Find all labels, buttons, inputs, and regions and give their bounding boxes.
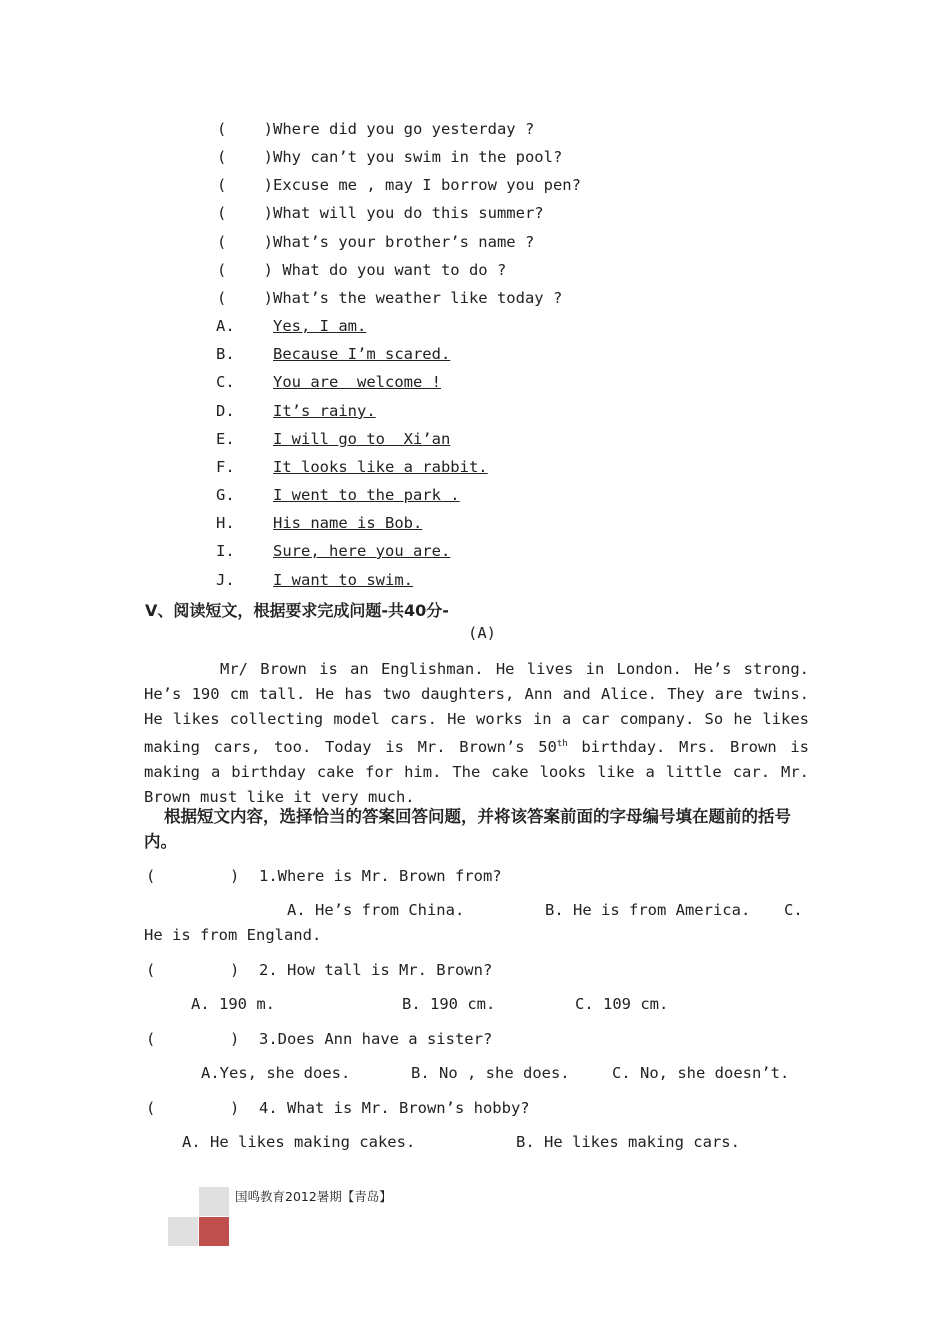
reading-question-text: 3.Does Ann have a sister?: [259, 1030, 493, 1048]
question-line: [217, 120, 534, 138]
reading-question: [146, 867, 502, 885]
reading-option: B. He is from America.: [545, 901, 751, 919]
option-text: I want to swim.: [273, 571, 413, 589]
option-line: [216, 542, 450, 560]
answer-bracket[interactable]: ( ): [146, 961, 240, 979]
option-letter: C.: [216, 373, 235, 391]
reading-question: [146, 961, 492, 979]
option-text: It looks like a rabbit.: [273, 458, 488, 476]
option-line: [216, 486, 460, 504]
option-letter: B.: [216, 345, 235, 363]
question-text: Where did you go yesterday ?: [273, 120, 535, 138]
reading-option: B. He likes making cars.: [516, 1133, 740, 1151]
question-line: [217, 289, 562, 307]
footer-decor-square: [168, 1217, 198, 1246]
option-line: [216, 458, 488, 476]
reading-option: He is from England.: [144, 926, 322, 944]
option-line: [216, 430, 450, 448]
option-line: [216, 373, 441, 391]
passage-text-continued: birthday. Mrs. Brown is making a birthday cake for him. The cake looks like a little car. Mr. Brown must like it very much.: [144, 738, 809, 807]
reading-option: A.Yes, she does.: [201, 1064, 351, 1082]
option-letter: G.: [216, 486, 235, 504]
option-line: [216, 402, 376, 420]
answer-bracket[interactable]: ( ): [217, 176, 273, 194]
passage-superscript: th: [556, 739, 568, 749]
option-letter: I.: [216, 542, 235, 560]
answer-bracket[interactable]: ( ): [146, 1099, 240, 1117]
reading-option: B. 190 cm.: [402, 995, 496, 1013]
option-text: Yes, I am.: [273, 317, 367, 335]
option-letter: J.: [216, 571, 235, 589]
reading-question-text: 4. What is Mr. Brown’s hobby?: [259, 1099, 530, 1117]
reading-passage: [144, 657, 809, 810]
reading-question: [146, 1030, 492, 1048]
section-title: Ⅴ、阅读短文，根据要求完成问题-共40分-: [145, 601, 449, 620]
reading-option: A. 190 m.: [191, 995, 275, 1013]
option-text: It’s rainy.: [273, 402, 376, 420]
option-text: I will go to Xi’an: [273, 430, 451, 448]
question-text: What’s the weather like today ?: [273, 289, 563, 307]
question-line: [217, 233, 534, 251]
reading-option: B. No , she does.: [411, 1064, 570, 1082]
option-text: I went to the park .: [273, 486, 460, 504]
option-line: [216, 514, 422, 532]
passage-text: Mr/ Brown is an Englishman. He lives in London. He’s strong. He’s 190 cm tall. He has two daughters, Ann and Alice. They are twins. He likes collecting model cars. He works in a car company. So he likes making cars, too. Today is Mr. Brown’s 50: [144, 660, 809, 757]
option-line: [216, 317, 366, 335]
footer-decor-square: [199, 1187, 229, 1216]
question-text: What do you want to do ?: [273, 261, 507, 279]
reading-question: [146, 1099, 530, 1117]
question-text: What’s your brother’s name ?: [273, 233, 535, 251]
reading-question-text: 2. How tall is Mr. Brown?: [259, 961, 493, 979]
question-line: [217, 148, 562, 166]
passage-label: (A): [468, 624, 496, 642]
option-letter: D.: [216, 402, 235, 420]
reading-option: C. No, she doesn’t.: [612, 1064, 790, 1082]
reading-option: A. He’s from China.: [287, 901, 465, 919]
option-text: His name is Bob.: [273, 514, 423, 532]
answer-bracket[interactable]: ( ): [217, 148, 273, 166]
footer-text: 国鸣教育2012暑期【青岛】: [235, 1189, 392, 1204]
option-letter: H.: [216, 514, 235, 532]
option-text: You are welcome !: [273, 373, 441, 391]
answer-bracket[interactable]: ( ): [217, 289, 273, 307]
question-text: Excuse me , may I borrow you pen?: [273, 176, 581, 194]
reading-option: C.: [784, 901, 803, 919]
question-text: What will you do this summer?: [273, 204, 544, 222]
answer-bracket[interactable]: ( ): [146, 1030, 240, 1048]
question-text: Why can’t you swim in the pool?: [273, 148, 563, 166]
option-line: [216, 345, 450, 363]
footer-accent-square: [199, 1217, 229, 1246]
answer-bracket[interactable]: ( ): [217, 120, 273, 138]
instruction-text: [144, 804, 809, 854]
option-letter: E.: [216, 430, 235, 448]
answer-bracket[interactable]: ( ): [217, 233, 273, 251]
answer-bracket[interactable]: ( ): [146, 867, 240, 885]
reading-question-text: 1.Where is Mr. Brown from?: [259, 867, 502, 885]
answer-bracket[interactable]: ( ): [217, 261, 273, 279]
question-line: [217, 204, 544, 222]
reading-option: A. He likes making cakes.: [182, 1133, 416, 1151]
option-line: [216, 571, 413, 589]
question-line: [217, 176, 581, 194]
option-text: Because I’m scared.: [273, 345, 451, 363]
option-letter: A.: [216, 317, 235, 335]
option-letter: F.: [216, 458, 235, 476]
instruction-body: 根据短文内容，选择恰当的答案回答问题，并将该答案前面的字母编号填在题前的括号内。: [144, 807, 791, 851]
answer-bracket[interactable]: ( ): [217, 204, 273, 222]
option-text: Sure, here you are.: [273, 542, 451, 560]
question-line: [217, 261, 506, 279]
reading-option: C. 109 cm.: [575, 995, 669, 1013]
